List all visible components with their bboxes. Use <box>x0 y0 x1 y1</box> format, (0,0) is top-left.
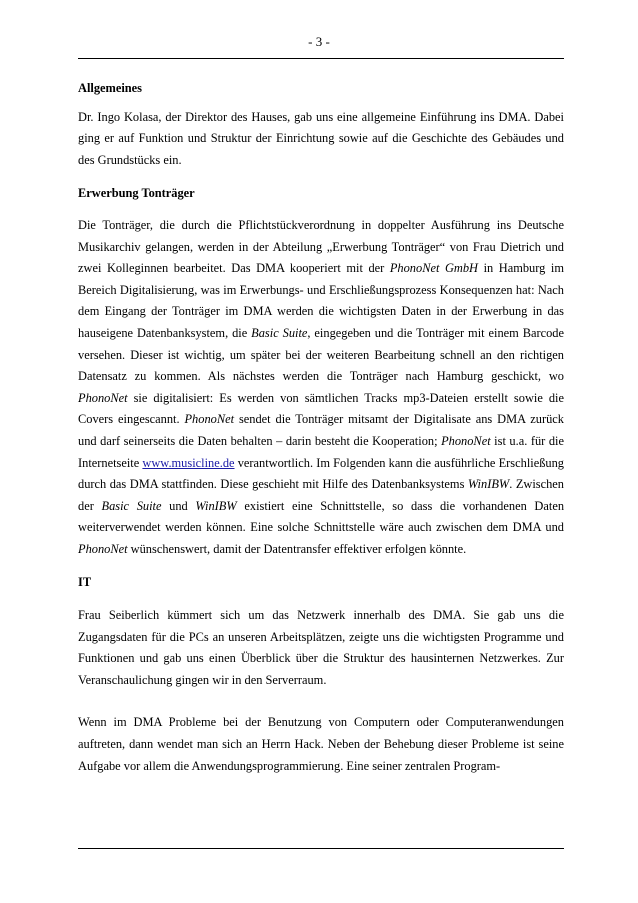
heading-erwerbung: Erwerbung Tonträger <box>78 186 195 201</box>
musicline-link[interactable]: www.musicline.de <box>142 455 235 470</box>
paragraph-it-1: Frau Seiberlich kümmert sich um das Netzwerk innerhalb des DMA. Sie gab uns die Zugangsdaten für die PCs an unseren Arbeitsplätzen, zeigte uns die wichtigsten Programme und Funktionen und gab uns einen Überblick über die Struktur des hausinternen Netzwerkes. Zur Veranschaulichung gingen wir in den Serverraum. <box>78 608 564 687</box>
page-content <box>78 66 564 777</box>
page-number: - 3 - <box>308 34 330 49</box>
heading-it: IT <box>78 575 92 590</box>
heading-allgemeines: Allgemeines <box>78 81 143 95</box>
paragraph-it-2: Wenn im DMA Probleme bei der Benutzung von Computern oder Computeranwendungen auftreten, dann wendet man sich an Herrn Hack. Neben der Behebung dieser Probleme ist seine Aufgabe vor allem die Anwendungsprogrammierung. Eine seiner zentralen Program- <box>78 715 564 773</box>
paragraph-erwerbung: Die Tonträger, die durch die Pflichtstückverordnung in doppelter Ausführung ins Deutsche Musikarchiv gelangen, werden in der Abteilung „Erwerbung Tonträger“ von Frau Dietrich und zwei Kolleginnen bearbeitet. Das DMA kooperiert mit der PhonoNet GmbH in Hamburg im Bereich Digitalisierung, was im Erwerbungs- und Erschließungsprozess Konsequenzen hat: Nach dem Eingang der Tonträger im DMA werden die wichtigsten Daten in der Erwerbung in das hauseigene Datenbanksystem, die Basic Suite, eingegeben und die Tonträger mit einem Barcode versehen. Dieser ist wichtig, um später bei der weiteren Bearbeitung schnell an den richtigen Datensatz zu kommen. Als nächstes werden die Tonträger nach Hamburg geschickt, wo PhonoNet sie digitalisiert: Es werden von sämtlichen Tracks mp3-Dateien erstellt sowie die Covers eingescannt. PhonoNet sendet die Tonträger mitsamt der Digitalisate ans DMA zurück und darf seinerseits die Daten behalten – darin besteht die Kooperation; PhonoNet ist u.a. für die Internetseite www.musicline.de verantwortlich. Im Folgenden kann die ausführliche Erschließung durch das DMA stattfinden. Diese geschieht mit Hilfe des Datenbanksystems WinIBW. Zwischen der Basic Suite und WinIBW existiert eine Schnittstelle, so dass die vorhandenen Daten weiterverwendet werden können. Eine solche Schnittstelle wäre auch zwischen dem DMA und PhonoNet wünschenswert, damit der Datentransfer effektiver erfolgen könnte. <box>78 217 565 556</box>
paragraph-allgemeines: Dr. Ingo Kolasa, der Direktor des Hauses, gab uns eine allgemeine Einführung ins DMA. Dabei ging er auf Funktion und Struktur der Einrichtung sowie auf die Geschichte des Gebäudes und des Grundstücks ein. <box>78 109 564 167</box>
footer-rule <box>78 848 564 849</box>
header-rule <box>78 58 564 59</box>
